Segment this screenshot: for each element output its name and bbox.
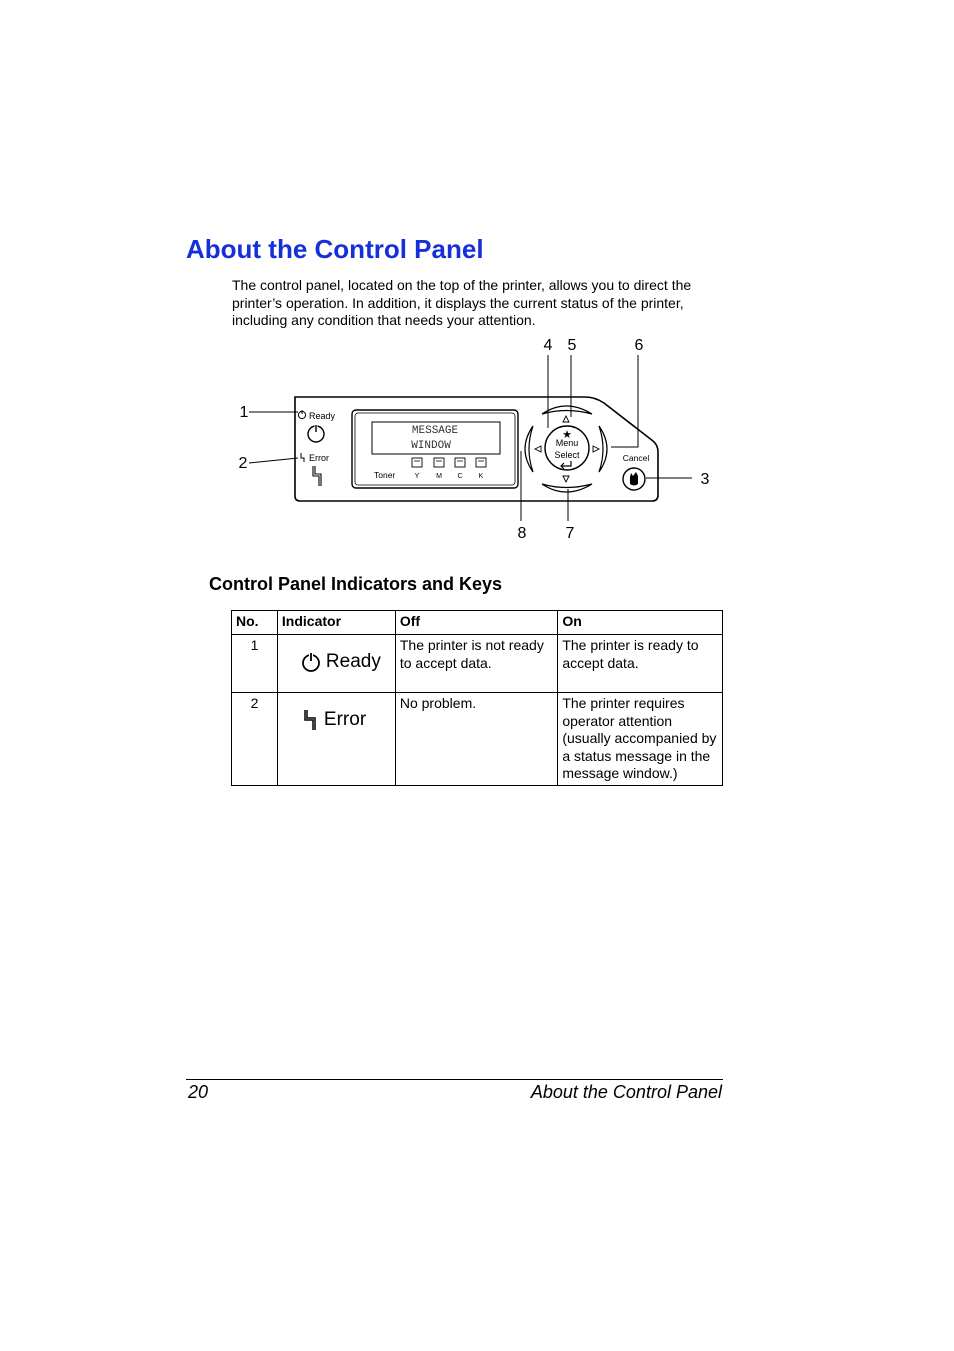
page-title: About the Control Panel [186,234,484,264]
message-line-2: WINDOW [411,440,451,452]
error-lamp-icon [313,466,321,486]
callout-4: 4 [543,337,553,354]
row-number: 2 [232,693,278,786]
up-arrow-icon [563,416,569,422]
on-cell: The printer requires operator attention (usually accompanied by a status message in the message window.) [558,693,723,786]
section-heading: Control Panel Indicators and Keys [209,574,503,594]
off-cell: No problem. [395,693,557,786]
indicator-cell [277,635,395,693]
power-icon [300,651,322,673]
cancel-hand-icon [630,472,638,486]
menu-label: Menu [555,438,579,448]
col-header-off: Off [395,611,557,635]
indicator-table [231,610,723,786]
table-row [232,635,723,693]
toner-label: Toner [374,470,396,480]
left-key[interactable] [525,426,533,472]
indicator-label: Ready [325,651,381,673]
toner-m: M [436,473,442,480]
power-icon [298,410,305,419]
indicator-cell [277,693,395,786]
callout-1: 1 [239,404,249,421]
toner-c: C [457,473,463,480]
message-line-1: MESSAGE [411,425,459,437]
col-header-indicator: Indicator [277,611,395,635]
callout-leaders [249,355,692,521]
toner-y: Y [414,473,420,480]
error-icon [302,709,318,731]
on-cell: The printer is ready to accept data. [558,635,723,693]
table-header-row [232,611,723,635]
cancel-label: Cancel [622,453,650,463]
callout-5: 5 [567,337,577,354]
ready-label: Ready [309,411,336,421]
star-icon: ★ [562,429,572,441]
right-arrow-icon [593,446,599,452]
ready-lamp-icon [308,424,324,442]
down-key[interactable] [542,484,592,492]
error-label: Error [309,453,329,463]
toner-bottle-icon [412,458,486,467]
left-arrow-icon [535,446,541,452]
footer-section-title: About the Control Panel [530,1082,722,1102]
select-label: Select [554,450,580,460]
intro-paragraph: The control panel, located on the top of the printer, allows you to direct the printer’s operation. In addition, it displays the current status of the printer, including any condition that needs your attention. [232,277,692,329]
callout-6: 6 [634,337,644,354]
col-header-no: No. [232,611,278,635]
off-cell: The printer is not ready to accept data. [395,635,557,693]
row-number: 1 [232,635,278,693]
right-key[interactable] [599,426,607,472]
indicator-label: Error [323,709,367,731]
callout-3: 3 [700,471,710,488]
col-header-on: On [558,611,723,635]
error-icon [301,453,304,462]
control-panel-diagram [230,332,730,547]
page-number: 20 [188,1082,209,1102]
down-arrow-icon [563,476,569,482]
footer-rule [186,1079,723,1080]
table-row [232,693,723,786]
callout-8: 8 [517,525,527,542]
toner-k: K [478,473,484,480]
callout-2: 2 [238,455,248,472]
enter-icon [561,461,571,469]
callout-7: 7 [565,525,575,542]
up-key[interactable] [542,406,592,414]
